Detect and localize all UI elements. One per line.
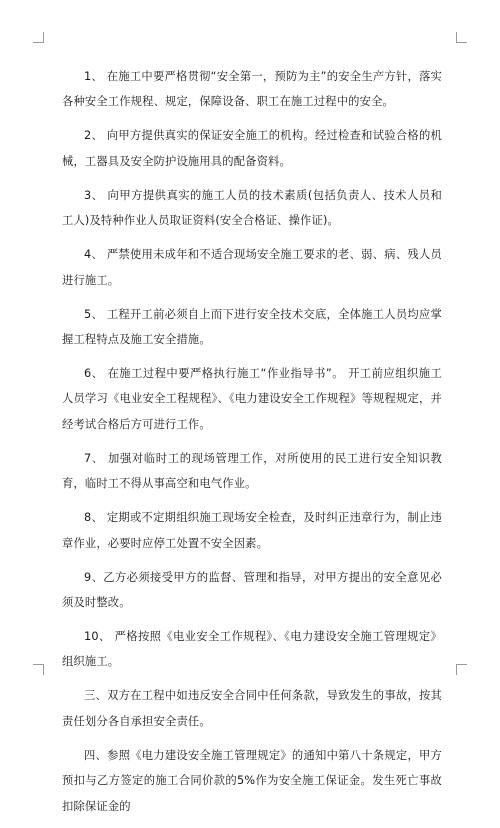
paragraph-item-7: 7、 加强对临时工的现场管理工作，对所使用的民工进行安全知识教育，临时工不得从事高空和电气作业。 xyxy=(62,451,442,491)
paragraph-item-5: 5、 工程开工前必须自上而下进行安全技术交底，全体施工人员均应掌握工程特点及施工安全措施。 xyxy=(62,307,442,347)
paragraph-item-4: 4、 严禁使用未成年和不适合现场安全施工要求的老、弱、病、残人员进行施工。 xyxy=(62,248,442,287)
section-four-paragraph: 四、参照《电力建设安全施工管理规定》的通知中第八十条规定，甲方预扣与乙方签定的施工合同价款的5%作为安全施工保证金。发生死亡事故扣除保证金的 xyxy=(62,748,442,813)
paragraph-item-1: 1、 在施工中要严格贯彻“安全第一，预防为主”的安全生产方针，落实各种安全工作规程、规定，保障设备、职工在施工过程中的安全。 xyxy=(62,70,442,109)
paragraph-item-8: 8、 定期或不定期组织施工现场安全检查，及时纠正违章行为，制止违章作业，必要时应停工处置不安全因素。 xyxy=(62,511,442,550)
corner-mark-top-right xyxy=(456,32,467,43)
paragraph-item-3: 3、 向甲方提供真实的施工人员的技术素质(包括负责人、技术人员和工人)及特种作业人员取证资料(安全合格证、操作证)。 xyxy=(62,188,442,228)
paragraph-item-2: 2、 向甲方提供真实的保证安全施工的机构。经过检查和试验合格的机械，工器具及安全防护设施用具的配备资料。 xyxy=(62,129,442,168)
paragraph-item-9: 9、乙方必须接受甲方的监督、管理和指导，对甲方提出的安全意见必须及时整改。 xyxy=(62,570,442,610)
section-three-paragraph: 三、双方在工程中如违反安全合同中任何条款，导致发生的事故，按其责任划分各自承担安全责任。 xyxy=(62,689,442,728)
corner-mark-bottom-right xyxy=(456,664,467,675)
document-body xyxy=(62,64,442,828)
paragraph-item-6: 6、 在施工过程中要严格执行施工“作业指导书”。 开工前应组织施工人员学习《电业安全工程规程》、《电力建设安全工作规程》等规程规定，并经考试合格后方可进行工作。 xyxy=(62,367,442,431)
corner-mark-top-left xyxy=(33,32,44,43)
paragraph-item-10: 10、 严格按照《电业安全工作规程》、《电力建设安全施工管理规定》组织施工。 xyxy=(62,630,442,669)
corner-mark-bottom-left xyxy=(33,664,44,675)
